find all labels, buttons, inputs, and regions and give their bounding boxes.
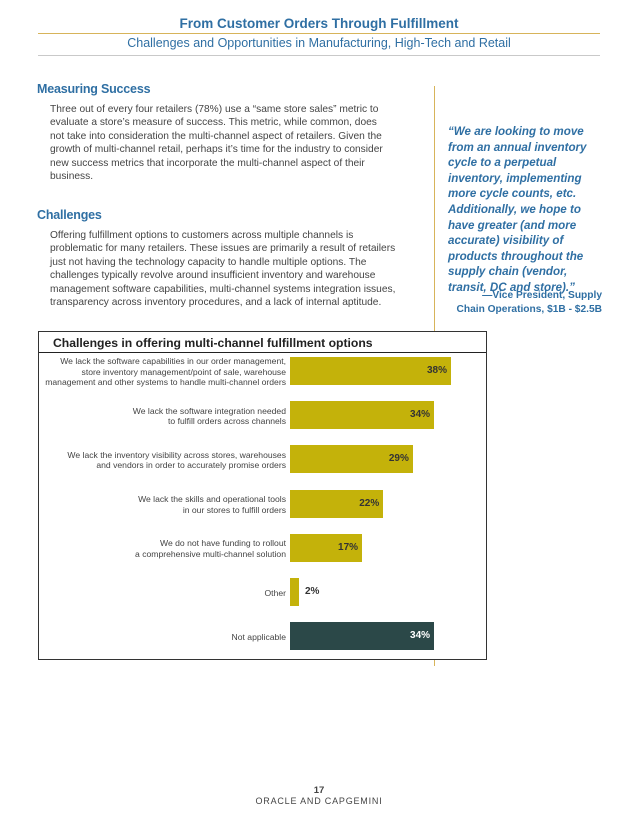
chart-title-underline — [39, 352, 486, 353]
header-divider — [38, 33, 600, 34]
pull-quote: “We are looking to move from an annual inventory cycle to a perpetual inventory, implementing more cycle counts, etc. Additionally, we hope to have greater (and more accurate) visibility of products throughout the supply chain (vendor, transit, DC and store).” — [448, 125, 587, 294]
paragraph-line: business. — [50, 171, 94, 183]
paragraph-line: just not having the technology capacity to handle multiple options. The — [50, 256, 367, 268]
bar-category-label-line: store inventory management/point of sale, warehouse — [81, 366, 286, 377]
section-heading-measuring-success: Measuring Success — [37, 82, 151, 96]
paragraph-line: new success metrics that incorporate the multi-channel aspect of their — [50, 157, 365, 169]
paragraph-line: problematic for many retailers. These issues are primarily a result of retailers — [50, 243, 396, 255]
bar-category-label-line: and vendors in order to accurately promise orders — [96, 460, 286, 471]
paragraph-line: growth of multi-channel retail, perhaps it’s time for the industry to consider — [50, 144, 383, 156]
bar-value-label: 29% — [388, 453, 409, 465]
paragraph-line: evaluate a store’s measure of success. This metric, while common, does — [50, 117, 377, 129]
bar-category-label-line: a comprehensive multi-channel solution — [135, 548, 286, 559]
bar-category-label-line: We do not have funding to rollout — [160, 538, 286, 549]
bar-category-label-line: We lack the inventory visibility across stores, warehouses — [67, 450, 286, 460]
bar-category-label-line: Not applicable — [231, 632, 286, 642]
footer-text: ORACLE AND CAPGEMINI — [255, 796, 383, 806]
page-number: 17 — [313, 785, 325, 796]
quote-attribution — [440, 289, 602, 316]
bar-category-label-line: We lack the software integration needed — [132, 405, 286, 416]
subtitle-divider — [38, 55, 600, 56]
bar-value-label: 2% — [305, 586, 320, 597]
attribution-line: —Vice President, Supply — [482, 290, 602, 301]
paragraph-line: Offering fulfillment options to customers across multiple channels is — [50, 230, 354, 241]
report-subtitle: Challenges and Opportunities in Manufacturing, High-Tech and Retail — [127, 36, 511, 50]
paragraph-line: not take into consideration the multi-channel aspect of retailers. Given the — [50, 130, 382, 142]
section-heading-challenges: Challenges — [37, 208, 102, 222]
bar-mark — [290, 578, 299, 606]
bar-category-label-line: Other — [264, 587, 286, 598]
paragraph-line: transparency across inventory procedures, and a lack of internal aptitude. — [50, 297, 382, 309]
bar-category-label-line: management and other systems to handle multi-channel orders — [45, 377, 286, 388]
bar-value-label: 38% — [426, 365, 447, 376]
report-title: From Customer Orders Through Fulfillment — [179, 16, 459, 31]
bar-category-label-line: in our stores to fulfill orders — [182, 504, 286, 515]
bar-value-label: 34% — [410, 630, 431, 642]
bar-chart — [38, 331, 487, 660]
bar-category-label-line: We lack the skills and operational tools — [138, 494, 286, 505]
bar-category-label-line: We lack the software capabilities in our order management, — [60, 356, 286, 367]
bar-value-label: 22% — [359, 497, 380, 509]
measuring-success-paragraph — [50, 103, 405, 183]
bar-value-label: 17% — [338, 541, 359, 553]
bar-category-label — [232, 632, 286, 642]
paragraph-line: challenges typically revolve around insufficient inventory and warehouse — [50, 270, 376, 282]
bar-value-label: 34% — [410, 409, 431, 421]
bar-category-label — [135, 538, 286, 559]
challenges-paragraph — [50, 229, 405, 309]
bar-category-label — [45, 356, 286, 387]
bar-category-label — [133, 406, 286, 427]
chart-title: Challenges in offering multi-channel fulfillment options — [53, 336, 373, 350]
bar-category-label — [67, 450, 286, 471]
paragraph-line: management software capabilities, multi-channel systems integration issues, — [50, 283, 396, 295]
bar-category-label — [265, 588, 287, 598]
paragraph-line: Three out of every four retailers (78%) use a “same store sales” metric to — [50, 104, 379, 115]
bar-category-label-line: to fulfill orders across channels — [168, 416, 286, 427]
bar-category-label — [138, 494, 286, 515]
attribution-line: Chain Operations, $1B - $2.5B — [456, 303, 602, 315]
